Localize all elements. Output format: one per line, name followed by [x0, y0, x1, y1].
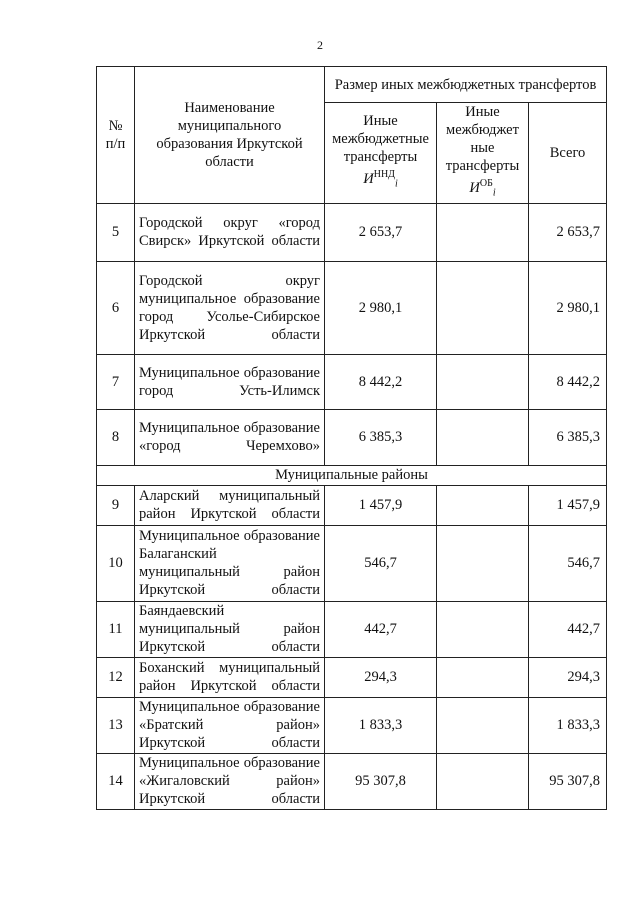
- transfers-nnd-value: 442,7: [325, 601, 437, 657]
- transfers-ob-value: [437, 697, 529, 753]
- transfers-nnd-value: 294,3: [325, 657, 437, 697]
- header-col2-sub: i: [492, 187, 496, 199]
- row-number: 10: [97, 525, 135, 601]
- transfers-nnd-value: 95 307,8: [325, 753, 437, 809]
- municipality-name: Аларский муниципальный район Иркутской области: [135, 485, 325, 525]
- header-col1-label: Иные межбюджетные трансферты: [332, 113, 429, 165]
- row-number: 11: [97, 601, 135, 657]
- transfers-ob-value: [437, 657, 529, 697]
- total-value: 546,7: [529, 525, 607, 601]
- transfers-nnd-value: 546,7: [325, 525, 437, 601]
- header-group: Размер иных межбюджетных трансфертов: [325, 67, 607, 103]
- header-col2-symbol: [441, 175, 524, 203]
- total-value: 2 653,7: [529, 203, 607, 261]
- municipality-name: Муниципальное образование город Усть-Илимск: [135, 354, 325, 409]
- row-number: 8: [97, 409, 135, 465]
- header-col-other-transfers-ob: [437, 103, 529, 204]
- transfers-nnd-value: 1 457,9: [325, 485, 437, 525]
- transfers-nnd-value: 2 980,1: [325, 261, 437, 354]
- total-value: 2 980,1: [529, 261, 607, 354]
- municipality-name: Муниципальное образование «Жигаловский район» Иркутской области: [135, 753, 325, 809]
- row-number: 5: [97, 203, 135, 261]
- header-col2-letter: И: [469, 179, 480, 196]
- municipality-name: Городской округ «город Свирск» Иркутской области: [135, 203, 325, 261]
- header-num: № п/п: [97, 67, 135, 204]
- total-value: 8 442,2: [529, 354, 607, 409]
- header-col1-letter: И: [363, 170, 374, 187]
- total-value: 95 307,8: [529, 753, 607, 809]
- table-row: [97, 657, 607, 697]
- transfers-nnd-value: 6 385,3: [325, 409, 437, 465]
- transfers-ob-value: [437, 485, 529, 525]
- table-row: [97, 261, 607, 354]
- transfers-ob-value: [437, 409, 529, 465]
- table-body: [97, 203, 607, 809]
- table-row: [97, 485, 607, 525]
- table-row: [97, 409, 607, 465]
- municipality-name: Городской округ муниципальное образование город Усолье-Сибирское Иркутской области: [135, 261, 325, 354]
- total-value: 1 457,9: [529, 485, 607, 525]
- transfers-ob-value: [437, 601, 529, 657]
- table-header: [97, 67, 607, 204]
- header-col2-sup: ОБ: [479, 178, 493, 189]
- municipality-name: Баяндаевский муниципальный район Иркутской области: [135, 601, 325, 657]
- page-number: 2: [317, 38, 323, 52]
- transfers-ob-value: [437, 525, 529, 601]
- transfers-nnd-value: 8 442,2: [325, 354, 437, 409]
- section-label: Муниципальные районы: [97, 465, 607, 485]
- municipality-name: Муниципальное образование Балаганский муниципальный район Иркутской области: [135, 525, 325, 601]
- row-number: 6: [97, 261, 135, 354]
- transfers-nnd-value: 1 833,3: [325, 697, 437, 753]
- table-row: [97, 753, 607, 809]
- total-value: 1 833,3: [529, 697, 607, 753]
- table-row: [97, 525, 607, 601]
- transfers-ob-value: [437, 354, 529, 409]
- header-col1-sub: i: [394, 178, 398, 190]
- transfers-ob-value: [437, 261, 529, 354]
- total-value: 294,3: [529, 657, 607, 697]
- total-value: 442,7: [529, 601, 607, 657]
- row-number: 9: [97, 485, 135, 525]
- transfers-table: [96, 66, 607, 810]
- municipality-name: Муниципальное образование «Братский район» Иркутской области: [135, 697, 325, 753]
- header-col-total: Всего: [529, 103, 607, 204]
- section-row: [97, 465, 607, 485]
- transfers-ob-value: [437, 203, 529, 261]
- row-number: 12: [97, 657, 135, 697]
- header-col1-symbol: [329, 166, 432, 194]
- header-col-other-transfers-nnd: [325, 103, 437, 204]
- table-row: [97, 697, 607, 753]
- header-col2-label: Иные межбюджет ные трансферты: [445, 104, 520, 174]
- total-value: 6 385,3: [529, 409, 607, 465]
- header-name: Наименование муниципального образования Иркутской области: [135, 67, 325, 204]
- header-col1-sup: ННД: [373, 169, 395, 180]
- table-row: [97, 601, 607, 657]
- row-number: 7: [97, 354, 135, 409]
- row-number: 14: [97, 753, 135, 809]
- municipality-name: Боханский муниципальный район Иркутской области: [135, 657, 325, 697]
- table-row: [97, 203, 607, 261]
- transfers-nnd-value: 2 653,7: [325, 203, 437, 261]
- transfers-ob-value: [437, 753, 529, 809]
- row-number: 13: [97, 697, 135, 753]
- municipality-name: Муниципальное образование «город Черемхово»: [135, 409, 325, 465]
- table-row: [97, 354, 607, 409]
